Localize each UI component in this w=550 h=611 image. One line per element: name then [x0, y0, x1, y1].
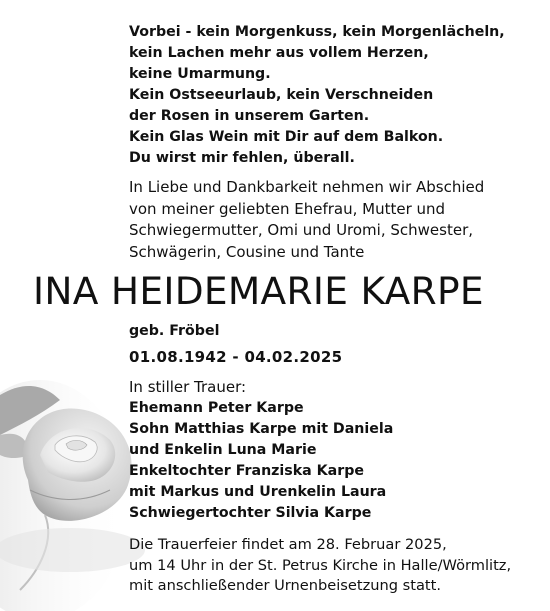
poem-line: Du wirst mir fehlen, überall.: [129, 150, 355, 166]
mourning-label: In stiller Trauer:: [129, 378, 247, 396]
white-rose-image: [0, 340, 150, 611]
mourner-line: und Enkelin Luna Marie: [129, 442, 317, 458]
funeral-line: mit anschließender Urnenbeisetzung statt.: [129, 577, 442, 594]
funeral-line: um 14 Uhr in der St. Petrus Kirche in Halle/Wörmlitz,: [129, 556, 512, 574]
intro-line: In Liebe und Dankbarkeit nehmen wir Abschied: [129, 178, 485, 196]
mourner-line: Sohn Matthias Karpe mit Daniela: [129, 421, 394, 437]
poem-verse: [129, 22, 529, 169]
poem-line: der Rosen in unserem Garten.: [129, 108, 370, 124]
intro-line: Schwiegermutter, Omi und Uromi, Schwester,: [129, 221, 474, 239]
mourner-line: Schwiegertochter Silvia Karpe: [129, 505, 372, 521]
mourners-list: [129, 398, 393, 524]
funeral-line: Die Trauerfeier findet am 28. Februar 2025,: [129, 536, 447, 553]
intro-line: von meiner geliebten Ehefrau, Mutter und: [129, 199, 446, 218]
mourner-line: Ehemann Peter Karpe: [129, 400, 304, 416]
intro-line: Schwägerin, Cousine und Tante: [129, 242, 365, 261]
mourner-line: Enkeltochter Franziska Karpe: [129, 463, 365, 479]
poem-line: kein Lachen mehr aus vollem Herzen,: [129, 45, 429, 61]
farewell-intro: [129, 177, 539, 263]
life-dates: 01.08.1942 - 04.02.2025: [129, 348, 343, 366]
funeral-info: [129, 535, 539, 597]
poem-line: keine Umarmung.: [129, 66, 271, 82]
poem-line: Vorbei - kein Morgenkuss, kein Morgenlächeln,: [129, 24, 505, 40]
birth-name: geb. Fröbel: [129, 323, 220, 339]
poem-line: Kein Ostseeurlaub, kein Verschneiden: [129, 87, 434, 103]
deceased-name: INA HEIDEMARIE KARPE: [33, 269, 484, 313]
mourner-line: mit Markus und Urenkelin Laura: [129, 484, 387, 500]
poem-line: Kein Glas Wein mit Dir auf dem Balkon.: [129, 129, 444, 145]
